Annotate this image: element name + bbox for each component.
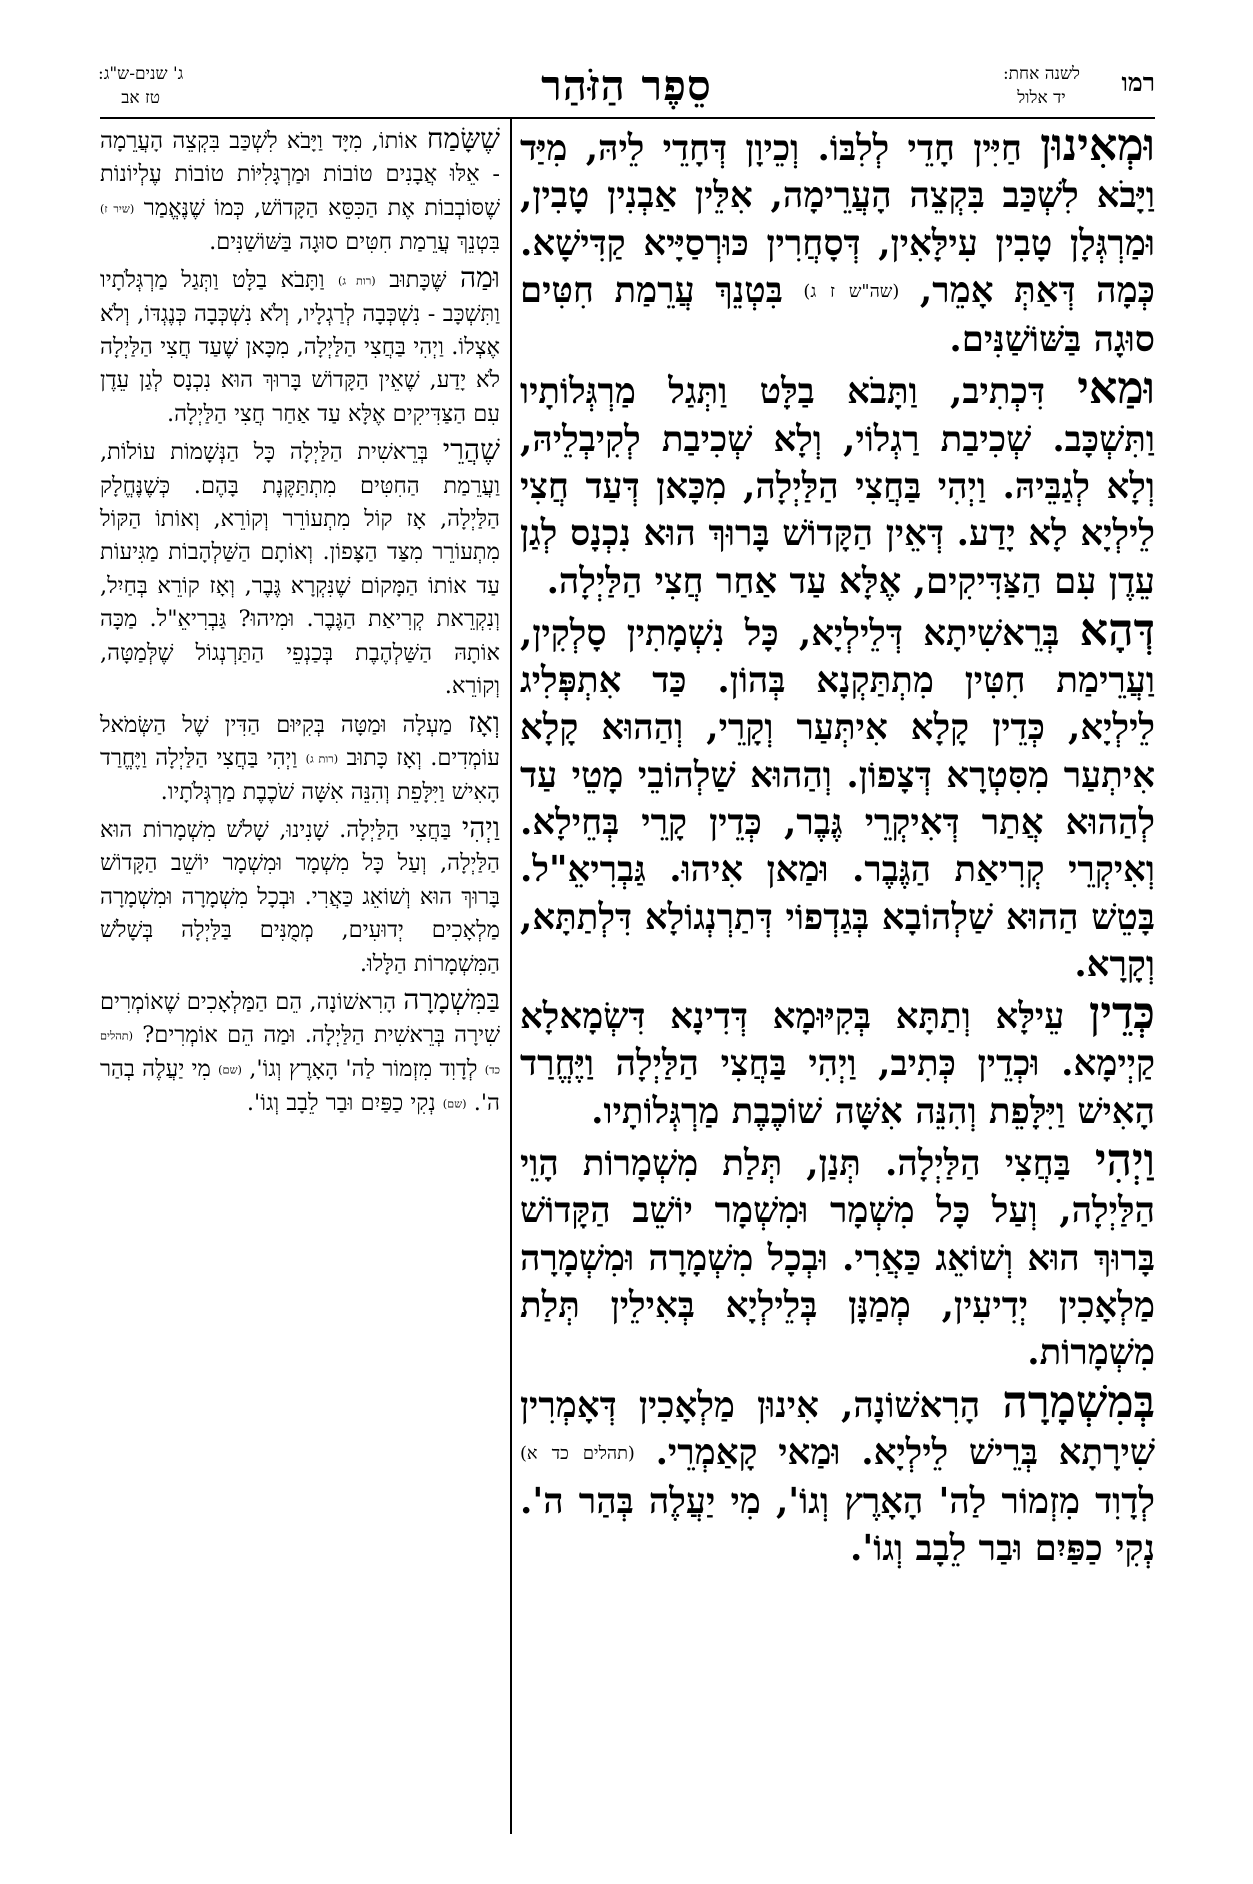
source-reference: (תהלים כד א)	[520, 1443, 635, 1464]
opening-word: וּמַאי	[1077, 362, 1155, 415]
page-number: רמו	[1121, 68, 1155, 97]
source-reference: (שיר ז)	[100, 202, 135, 216]
opening-word: שֶׁהֲרֵי	[442, 433, 500, 467]
paragraph: כְּדֵין עֵילָּא וְתַתָּא בְּקִיּוּמָא דְּדִינָא דִּשְׂמָאלָא קַיְימָא. וּכְדֵין כְּתִיב, וַיְהִי בַּחֲצִי הַלַּיְלָה וַיֶּחֱרַד הָאִישׁ וַיִּלָּפֵת וְהִנֵּה אִשָּׁה שׁוֹכֶבֶת מַרְגְּלוֹתָיו.	[520, 987, 1155, 1132]
column-divider	[510, 117, 512, 1834]
paragraph: שֶׁהֲרֵי בְּרֵאשִׁית הַלַּיְלָה כָּל הַנְּשָׁמוֹת עוֹלוֹת, וַעֲרֵמַת הַחִטִּים מִתְתַּקֶּנֶת בָּהֶם. כְּשֶׁנֶּחֱלָק הַלַּיְלָה, אָז קוֹל מִתְעוֹרֵר וְקוֹרֵא, וְאוֹתוֹ הַקּוֹל מִתְעוֹרֵר מִצַּד הַצָּפוֹן. וְאוֹתָם הַשַּׁלְהָבוֹת מַגִּיעוֹת עַד אוֹתוֹ הַמָּקוֹם שֶׁנִּקְרָא גֶּבֶר, וְאָז קוֹרֵא בְּחַיִל, וְנִקְרֵאת קְרִיאַת הַגֶּבֶר. וּמִיהוּ? גַּבְרִיאֵ"ל. מַכָּה אוֹתָהּ הַשַּׁלְהֶבֶת בְּכַנְפֵי הַתַּרְנְגוֹל שֶׁלְּמַטָּה, וְקוֹרֵא.	[100, 433, 500, 700]
opening-word: וּמַה	[459, 260, 500, 294]
paragraph: וּמְאִינוּן חַיִּין חָדֵי לְלִבּוֹ. וְכֵיוָן דְּחָדֵי לֵיהּ, מִיַּד וַיָּבֹא לִשְׁכַּב בִּקְצֵה הָעֲרֵימָה, אִלֵּין אַבְנִין טָבִין, וּמַרְגְּלָן טָבִין עִילָּאִין, דְּסָחֲרִין כּוּרְסַיָּיא קַדִּישָׁא. כְּמָה דְּאַתְּ אָמֵר, (שה"ש ז ג) בִּטְנֵךְ עֲרֵמַת חִטִּים סוּגָה בַּשּׁוֹשַׁנִּים.	[520, 119, 1155, 361]
paragraph: וַיְהִי בַּחֲצִי הַלַּיְלָה. תְּנַן, תְּלַת מִשְׁמָרוֹת הָוֵי הַלַּיְלָה, וְעַל כָּל מִשְׁמָר וּמִשְׁמָר יוֹשֵׁב הַקָּדוֹשׁ בָּרוּךְ הוּא וְשׁוֹאֵג כַּאֲרִי. וּבְכָל מִשְׁמָרָה וּמִשְׁמָרָה מַלְאָכִין יְדִיעִין, מְמַנָּן בְּלֵילְיָא בְּאִילֵין תְּלַת מִשְׁמָרוֹת.	[520, 1134, 1155, 1374]
header-divider	[100, 117, 1155, 119]
schedule-label: לשנה אחת:	[1002, 64, 1080, 84]
source-reference: (שם)	[442, 1097, 467, 1111]
opening-word: וּמְאִינוּן	[1040, 119, 1155, 171]
paragraph: שֶׁשָּׂמַח אוֹתוֹ, מִיָּד וַיָּבֹא לִשְׁכַּב בִּקְצֵה הָעֲרֵמָה - אֵלּוּ אֲבָנִים טוֹבוֹת וּמַרְגָּלִיּוֹת טוֹבוֹת עֶלְיוֹנוֹת שֶׁסּוֹבְבוֹת אֶת הַכִּסֵּא הַקָּדוֹשׁ, כְּמוֹ שֶׁנֶּאֱמַר (שיר ז) בִּטְנֵךְ עֲרֵמַת חִטִּים סוּגָה בַּשּׁוֹשַׁנִּים.	[100, 122, 501, 255]
book-title: סֵפֶר הַזֹּהַר	[541, 61, 712, 110]
source-reference: (רות ג)	[305, 752, 339, 766]
schedule-date: טז אב	[121, 88, 161, 108]
schedule-label: ג' שנים-ש"ג:	[98, 64, 184, 84]
hebrew-translation-column	[100, 122, 500, 1123]
opening-word: כְּדֵין	[1089, 987, 1155, 1040]
schedule-date: יד אלול	[1017, 88, 1066, 108]
source-reference: (רות ג)	[337, 274, 376, 288]
paragraph: בַּמִּשְׁמָרָה הָרִאשׁוֹנָה, הֵם הַמַּלְאָכִים שֶׁאוֹמְרִים שִׁירָה בְּרֵאשִׁית הַלַּיְלָה. וּמַה הֵם אוֹמְרִים? (תהלים כד) לְדָוִד מִזְמוֹר לַה' הָאָרֶץ וְגוֹ', (שם) מִי יַעֲלֶה בְהַר ה'. (שם) נְקִי כַפַּיִם וּבַר לֵבָב וְגוֹ'.	[100, 983, 500, 1116]
opening-word: דְּהָא	[1079, 603, 1155, 656]
paragraph: וּמַה שֶּׁכָּתוּב (רות ג) וַתָּבֹא בַלָּט וַתְּגַל מַרְגְּלֹתָיו וַתִּשְׁכָּב - נִשְׁכְּבָה לְרַגְלָיו, וְלֹא נִשְׁכְּבָה כְּנֶגְדּוֹ, וְלֹא אֶצְלוֹ. וַיְהִי בַּחֲצִי הַלַּיְלָה, מִכָּאן שֶׁעַד חֲצִי הַלַּיְלָה לֹא יָדַע, שֶׁאֵין הַקָּדוֹשׁ בָּרוּךְ הוּא נִכְנָס לְגַן עֵדֶן עִם הַצַּדִּיקִים אֶלָּא עַד אַחַר חֲצִי הַלַּיְלָה.	[100, 260, 500, 427]
source-reference: (שה"ש ז ג)	[803, 281, 900, 302]
opening-word: וַיְהִי	[1094, 1134, 1155, 1187]
paragraph: וַיְהִי בַּחֲצִי הַלַּיְלָה. שָׁנִינוּ, שָׁלֹשׁ מִשְׁמָרוֹת הוּא הַלַּיְלָה, וְעַל כָּל מִשְׁמָר וּמִשְׁמָר יוֹשֵׁב הַקָּדוֹשׁ בָּרוּךְ הוּא וְשׁוֹאֵג כַּאֲרִי. וּבְכָל מִשְׁמָרָה וּמִשְׁמָרָה מַלְאָכִים יְדוּעִים, מְמֻנִּים בַּלַּיְלָה בְּשָׁלֹשׁ הַמִּשְׁמָרוֹת הַלָּלוּ.	[100, 811, 500, 977]
page-header	[98, 62, 1155, 116]
opening-word: בְּמִשְׁמָרָה	[1002, 1375, 1155, 1428]
paragraph: וְאָז מַעְלָה וּמַטָּה בְּקִיּוּם הַדִּין שֶׁל הַשְּׂמֹאל עוֹמְדִים. וְאָז כָּתוּב (רות ג) וַיְהִי בַּחֲצִי הַלַּיְלָה וַיֶּחֱרַד הָאִישׁ וַיִּלָּפֵת וְהִנֵּה אִשָּׁה שֹׁכֶבֶת מַרְגְּלֹתָיו.	[100, 705, 500, 805]
opening-word: וְאָז	[468, 705, 500, 739]
source-reference: (תהלים כד)	[100, 1029, 500, 1077]
paragraph: דְּהָא בְּרֵאשִׁיתָא דְּלֵילְיָא, כָּל נִשְׁמָתִין סָלְקִין, וַעֲרֵימַת חִטִּין מִתְתַּקְנָא בְּהוֹן. כַּד אִתְפְּלִיג לֵילְיָא, כְּדֵין קָלָא אִיתְּעַר וְקָרֵי, וְהַהוּא קָלָא אִיתְעַר מִסִּטְרָא דְּצָפוֹן. וְהַהוּא שַׁלְהוֹבֵי מָטֵי עַד לְהַהוּא אֲתַר דְּאִיקְרֵי גֶּבֶר, כְּדֵין קָרֵי בְּחֵילָא. וְאִיקְרֵי קְרִיאַת הַגֶּבֶר. וּמַאן אִיהוּ. גַּבְרִיאֵ"ל. בָּטֵשׁ הַהוּא שַׁלְהוֹבָא בְּגַדְפוֹי דְּתַרְנְגוֹלָא דִּלְתַתָּא, וְקָרָא.	[520, 603, 1155, 985]
opening-word: וַיְהִי	[461, 811, 500, 845]
schedule-info-three-years	[98, 62, 183, 110]
opening-word: שֶׁשָּׂמַח	[426, 122, 500, 155]
source-reference: (שם)	[218, 1063, 242, 1077]
paragraph: בְּמִשְׁמָרָה הָרִאשׁוֹנָה, אִינוּן מַלְאָכִין דְּאָמְרִין שִׁירָתָא בְּרֵישׁ לֵילְיָא. וּמַאי קָאַמְרֵי. (תהלים כד א) לְדָוִד מִזְמוֹר לַה' הָאָרֶץ וְגוֹ', מִי יַעֲלֶה בְּהַר ה'. נְקִי כַפַּיִם וּבַר לֵבָב וְגוֹ'.	[520, 1375, 1155, 1570]
paragraph: וּמַאי דִּכְתִיב, וַתָּבֹא בַלָּט וַתְּגַל מַרְגְּלוֹתָיו וַתִּשְׁכָּב. שְׁכִיבַת רַגְלוֹי, וְלָא שְׁכִיבַת לְקִיבְלֵיהּ, וְלָא לְגַבֵּיהּ. וַיְהִי בַּחֲצִי הַלַּיְלָה, מִכָּאן דְּעַד חֲצִי לֵילְיָא לָא יָדַע. דְּאֵין הַקָּדוֹשׁ בָּרוּךְ הוּא נִכְנָס לְגַן עֵדֶן עִם הַצַּדִּיקִים, אֶלָּא עַד אַחַר חֲצִי הַלַּיְלָה.	[520, 362, 1155, 602]
opening-word: בַּמִּשְׁמָרָה	[403, 983, 500, 1017]
aramaic-text-column	[520, 119, 1155, 1575]
